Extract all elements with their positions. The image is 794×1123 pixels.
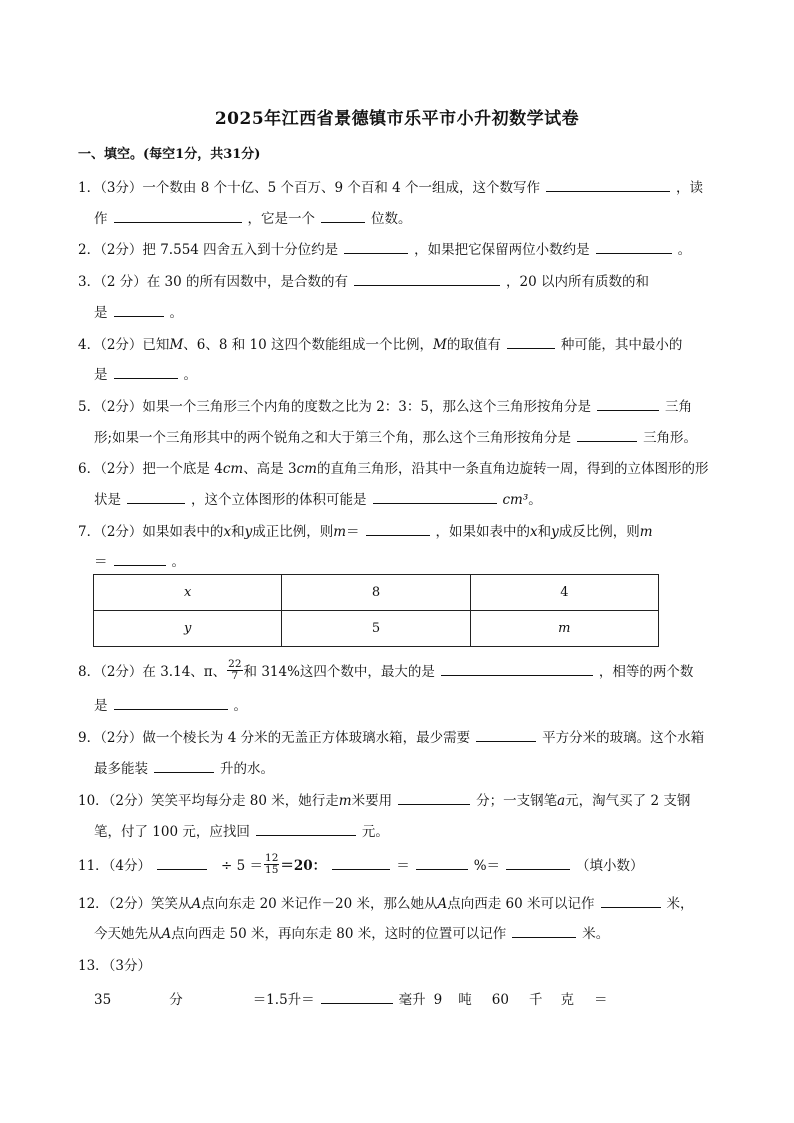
answer-blank[interactable] xyxy=(366,523,430,536)
question-text: 。 xyxy=(171,554,185,570)
question-text: 升的水。 xyxy=(220,761,274,777)
table-cell: y xyxy=(94,611,282,647)
question-8-line-2 xyxy=(94,694,247,714)
question-text: 11．（4分） xyxy=(78,858,152,874)
question-text: 13．（3分） xyxy=(78,958,152,974)
question-text: 1．（3分）一个数由 8 个十亿、5 个百万、9 个百和 4 个一组成，这个数写作 xyxy=(78,180,541,196)
question-text: 最多能装 xyxy=(94,761,148,777)
table-cell: 5 xyxy=(282,611,470,647)
answer-blank[interactable] xyxy=(127,491,185,504)
question-text: 6．（2分）把一个底是 4 xyxy=(78,461,223,477)
table-cell: x xyxy=(94,575,282,611)
point-a: A xyxy=(191,896,202,912)
question-10-line-2 xyxy=(94,820,389,840)
question-text: 。 xyxy=(169,305,183,321)
answer-blank[interactable] xyxy=(114,210,242,223)
question-text: 千 xyxy=(528,992,543,1008)
question-text: 8．（2分）在 3.14、π、 xyxy=(78,664,227,680)
question-text: 点向东走 20 米记作－20 米，那么她从 xyxy=(201,896,438,912)
answer-blank[interactable] xyxy=(114,553,166,566)
question-text: 是 xyxy=(94,698,108,714)
point-a: A xyxy=(437,896,448,912)
answer-blank[interactable] xyxy=(332,857,390,870)
variable-x: x xyxy=(530,524,538,540)
fraction xyxy=(264,853,279,876)
question-text: ，20 以内所有质数的和 xyxy=(505,274,649,290)
answer-blank[interactable] xyxy=(154,760,214,773)
answer-blank[interactable] xyxy=(601,895,661,908)
question-text: 形;如果一个三角形其中的两个锐角之和大于第三个角，那么这个三角形按角分是 xyxy=(94,430,572,446)
point-a: A xyxy=(161,926,172,942)
unit-cm: cm xyxy=(222,461,244,477)
answer-blank[interactable] xyxy=(344,241,408,254)
answer-blank[interactable] xyxy=(114,366,178,379)
question-text: 米， xyxy=(666,896,694,912)
question-7-line-2 xyxy=(94,550,185,570)
question-text: 作 xyxy=(94,211,108,227)
question-text: 9．（2分）做一个棱长为 4 分米的无盖正方体玻璃水箱，最少需要 xyxy=(78,730,471,746)
question-text: 的取值有 xyxy=(446,337,501,353)
question-text: 。 xyxy=(183,367,197,383)
question-text: 毫升 xyxy=(398,992,426,1008)
question-5-line-1 xyxy=(78,395,692,415)
question-5-line-2 xyxy=(94,426,697,446)
question-text: 、6、8 和 10 这四个数能组成一个比例， xyxy=(183,337,433,353)
question-text: ＝1.5升＝ xyxy=(252,992,315,1008)
table-row xyxy=(94,575,659,611)
question-text: 笔，付了 100 元，应找回 xyxy=(94,824,250,840)
section-heading: 一、填空。(每空1分，共31分) xyxy=(78,147,261,162)
question-text: 10．（2分）笑笑平均每分走 80 米，她行走 xyxy=(78,793,339,809)
answer-blank[interactable] xyxy=(546,179,670,192)
question-text: 分 xyxy=(169,992,183,1008)
question-text: 成正比例，则 xyxy=(252,524,334,540)
question-text: 状是 xyxy=(94,492,121,508)
question-text: 分；一支钢笔 xyxy=(476,793,558,809)
question-text: ，如果如表中的 xyxy=(435,524,531,540)
question-4-line-1 xyxy=(78,333,682,353)
answer-blank[interactable] xyxy=(354,273,500,286)
answer-blank[interactable] xyxy=(506,857,570,870)
question-text: ＝ xyxy=(593,992,608,1008)
fraction-numerator: 12 xyxy=(265,852,279,864)
variable-x: x xyxy=(223,524,232,540)
question-text: 7．（2分）如果如表中的 xyxy=(78,524,224,540)
fraction xyxy=(227,659,242,682)
question-text: 3．（2 分）在 30 的所有因数中，是合数的有 xyxy=(78,274,348,290)
question-text: ，如果把它保留两位小数约是 xyxy=(414,242,590,258)
question-12-line-1 xyxy=(78,892,694,912)
answer-blank[interactable] xyxy=(114,304,164,317)
variable-m: m xyxy=(639,524,653,540)
fraction-denominator: 15 xyxy=(265,864,279,876)
question-1-line-1 xyxy=(78,176,703,196)
answer-blank[interactable] xyxy=(373,491,497,504)
variable-m: m xyxy=(338,793,352,809)
question-text: ＝ xyxy=(346,524,360,540)
question-text: 60 xyxy=(491,992,509,1008)
question-text: 三角 xyxy=(665,399,692,415)
question-text: 种可能，其中最小的 xyxy=(560,337,683,353)
proportion-table xyxy=(93,574,659,647)
question-text: ，相等的两个数 xyxy=(598,664,694,680)
answer-blank[interactable] xyxy=(577,429,637,442)
answer-blank[interactable] xyxy=(597,398,659,411)
question-text: 35 xyxy=(94,992,112,1008)
question-6-line-2 xyxy=(94,488,542,508)
question-text: 成反比例，则 xyxy=(558,524,640,540)
question-2-line-1 xyxy=(78,238,691,258)
question-3-line-1 xyxy=(78,270,649,290)
answer-blank[interactable] xyxy=(157,857,207,870)
question-text: ÷ 5 ＝ xyxy=(221,858,264,874)
question-text: 5．（2分）如果一个三角形三个内角的度数之比为 2：3：5，那么这个三角形按角分是 xyxy=(78,399,591,415)
question-text: 、高是 3 xyxy=(243,461,297,477)
table-row xyxy=(94,611,659,647)
answer-blank[interactable] xyxy=(321,210,365,223)
question-text: 元。 xyxy=(361,824,389,840)
question-text: 三角形。 xyxy=(643,430,698,446)
question-text: ＝ xyxy=(396,858,410,874)
question-text: %＝ xyxy=(473,858,501,874)
question-13-line-1 xyxy=(78,954,151,974)
answer-blank[interactable] xyxy=(507,336,555,349)
answer-blank[interactable] xyxy=(321,991,393,1004)
variable-y: y xyxy=(551,524,559,540)
question-text: 点向西走 50 米，再向东走 80 米，这时的位置可以记作 xyxy=(171,926,507,942)
question-text: ，它是一个 xyxy=(247,211,315,227)
answer-blank[interactable] xyxy=(476,729,536,742)
unit-cm: cm xyxy=(296,461,317,477)
answer-blank[interactable] xyxy=(416,857,468,870)
variable-a: a xyxy=(557,793,566,809)
question-text: ，这个立体图形的体积可能是 xyxy=(191,492,367,508)
table-cell: 8 xyxy=(282,575,470,611)
question-11-line-1 xyxy=(78,854,644,878)
question-text: 点向西走 60 米可以记作 xyxy=(447,896,595,912)
question-text: 和 xyxy=(537,524,552,540)
question-7-line-1 xyxy=(78,520,653,540)
question-text: 平方分米的玻璃。这个水箱 xyxy=(542,730,705,746)
question-6-line-1 xyxy=(78,457,708,477)
question-text: 米。 xyxy=(582,926,610,942)
question-text: 位数。 xyxy=(371,211,412,227)
answer-blank[interactable] xyxy=(512,925,576,938)
question-4-line-2 xyxy=(94,363,197,383)
question-text: 吨 xyxy=(458,992,472,1008)
question-text: 4．（2分）已知 xyxy=(78,337,170,353)
answer-blank[interactable] xyxy=(114,697,228,710)
fraction-numerator: 22 xyxy=(228,658,242,670)
question-8-line-1 xyxy=(78,660,693,684)
question-text: 的直角三角形，沿其中一条直角边旋转一周，得到的立体图形的形 xyxy=(316,461,709,477)
question-text: 。 xyxy=(677,242,692,258)
variable-m: M xyxy=(169,337,184,353)
answer-blank[interactable] xyxy=(441,663,593,676)
question-text: ＝20： xyxy=(280,858,327,874)
unit-cm3: cm³ xyxy=(502,492,529,508)
question-text: 米要用 xyxy=(351,793,393,809)
question-text: 克 xyxy=(560,992,574,1008)
question-text: ＝ xyxy=(94,554,108,570)
question-9-line-1 xyxy=(78,726,704,746)
question-12-line-2 xyxy=(94,922,609,942)
question-text: 2．（2分）把 7.554 四舍五入到十分位约是 xyxy=(78,242,339,258)
answer-blank[interactable] xyxy=(398,792,470,805)
question-text: 是 xyxy=(94,367,108,383)
question-text: 。 xyxy=(233,698,247,714)
question-text: 是 xyxy=(94,305,108,321)
table-cell: 4 xyxy=(470,575,658,611)
question-text: 今天她先从 xyxy=(94,926,162,942)
variable-y: y xyxy=(244,524,253,540)
variable-m: m xyxy=(333,524,347,540)
answer-blank[interactable] xyxy=(596,241,672,254)
question-3-line-2 xyxy=(94,301,183,321)
question-text: 9 xyxy=(433,992,443,1008)
question-text: 。 xyxy=(528,492,542,508)
question-1-line-2 xyxy=(94,207,412,227)
variable-m: M xyxy=(433,337,447,353)
question-text: ，读 xyxy=(676,180,704,196)
question-text: 和 314%这四个数中，最大的是 xyxy=(243,664,435,680)
question-text: 元，淘气买了 2 支钢 xyxy=(565,793,691,809)
exam-title: 2025年江西省景德镇市乐平市小升初数学试卷 xyxy=(214,109,580,129)
question-text: 12．（2分）笑笑从 xyxy=(78,896,192,912)
answer-blank[interactable] xyxy=(189,991,247,1004)
question-text: （填小数） xyxy=(576,858,644,874)
question-text: 和 xyxy=(231,524,245,540)
question-9-line-2 xyxy=(94,757,274,777)
table-cell: m xyxy=(470,611,658,647)
question-13-line-2 xyxy=(94,988,607,1008)
fraction-denominator: 7 xyxy=(231,670,239,682)
answer-blank[interactable] xyxy=(256,823,356,836)
question-10-line-1 xyxy=(78,789,690,809)
